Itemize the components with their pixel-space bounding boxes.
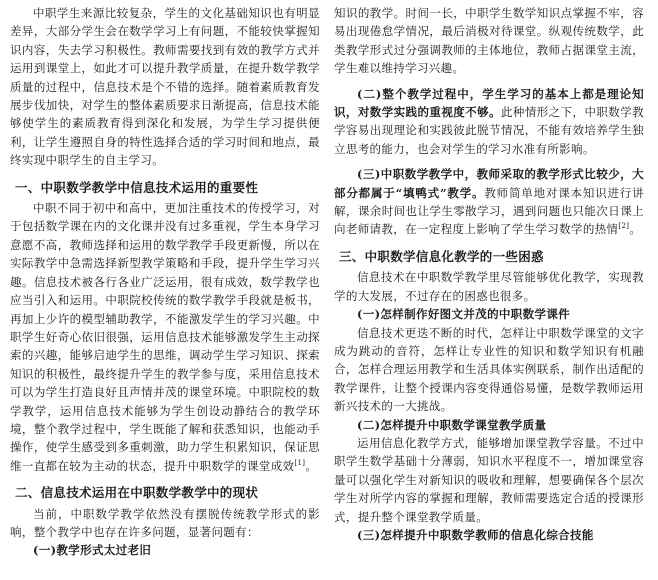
right-paragraph-6: 运用信息化教学方式，能够增加课堂教学容量。不过中职学生数学基础十分薄弱，知识水平程度不一，增加课堂容量可以强化学生对新知识的吸收和理解，想要确保各个层次学生对所学内容的掌握和理解，教师需要选定合适的授课形式，提升整个课堂教学质量。 — [334, 435, 644, 524]
right-paragraph-3-bold: (三)中职数学教学中，教师采取的教学形式比较少，大部分都属于“填鸭式”教学。 — [334, 167, 644, 200]
subheading-courseware: (一)怎样制作好图文并茂的中职数学课件 — [357, 307, 571, 322]
right-paragraph-2 — [334, 85, 644, 159]
subheading-teaching-quality: (二)怎样提升中职数学课堂教学质量 — [357, 417, 547, 432]
section-heading-1: 一、中职数学教学中信息技术运用的重要性 — [15, 179, 259, 195]
left-paragraph-3: 当前，中职数学教学依然没有摆脱传统教学形式的影响，整个教学中也存在许多问题，显著问题有： — [10, 506, 320, 539]
citation-2: [2] — [618, 222, 630, 231]
left-column — [10, 4, 320, 580]
left-paragraph-1: 中职学生来源比较复杂，学生的文化基础知识也有明显差异，大部分学生会在数学学习上有问题，不能较快掌握知识内容，失去学习积极性。教师需要找到有效的教学方式并运用到课堂上，如此才可以提升教学质量，在提升数学教学质量的过程中，信息技术是个不错的选择。随着素质教育发展步伐加快，对学生的整体素质要求日渐提高，信息技术能够使学生的素质教育得到深化和发展，为学生学习提供便利，让学生遵照自身的特性选择合适的学习时间和地点，最终实现中职学生的自主学习。 — [10, 6, 320, 168]
right-paragraph-3 — [334, 165, 644, 239]
right-paragraph-1: 知识的教学。时间一长，中职学生数学知识点掌握不牢，容易出现倦怠学情况，最后消极对待课堂。纵观传统数学，此类教学形式过分强调教师的主体地位，教师占据课堂主流，学生难以维持学习兴趣。 — [334, 6, 644, 76]
left-paragraph-2 — [10, 199, 320, 475]
right-column — [334, 4, 644, 580]
right-paragraph-5: 信息技术更迭不断的时代，怎样让中职数学课堂的文字成为跳动的音符，怎样让专业性的知识和数学知识有机融合，怎样合理运用教学和生活具体实例联系，制作出适配的教学课件，让整个授课内容变得通俗易懂，是数学教师运用新兴技术的一大挑战。 — [334, 325, 644, 414]
subheading-old-teaching-forms: (一)教学形式太过老旧 — [33, 543, 152, 558]
right-paragraph-4: 信息技术在中职数学教学里尽管能够优化教学，实现教学的大发展，不过存在的困惑也很多。 — [334, 270, 644, 303]
section-heading-2: 二、信息技术运用在中职数学教学中的现状 — [15, 485, 259, 501]
subheading-teacher-skills: (三)怎样提升中职数学教师的信息化综合技能 — [357, 527, 594, 542]
right-paragraph-2-rest: 此种情形之下，中职数学教学容易出现理论和实践彼此脱节情况，不能有效培养学生独立思考的能力，也会对学生的学习水准有所影响。 — [334, 105, 644, 156]
right-paragraph-2-bold: (二)整个教学过程中，学生学习的基本上都是理论知识，对数学实践的重视度不够。 — [334, 86, 644, 120]
left-paragraph-2-text: 中职不同于初中和高中，更加注重技术的传授学习，对于包括数学课在内的文化课并没有过多重视，学生本身学习意愿不高，教师选择和运用的数学教学手段更新慢，所以在实际教学中急需选择新型教学策略和手段，提升学生学习兴趣。信息技术被各行各业广泛运用，很有成效，数学教学也应当引入和运用。中职院校传统的数学教学手段就是板书，再加上少许的模型辅助教学，不能激发学生的学习兴趣。中职学生好奇心依旧很强，运用信息技术能够激发学生主动探索的兴趣，能够启迪学生的思维，调动学生学习知识、探索知识的积极性，最终提升学生的教学参与度，采用信息技术可以为学生打造良好且声情并茂的课堂环境。中职院校的数学教学，运用信息技术能够为学生创设动静结合的教学环境，整个教学过程中，学生既能了解和获悉知识，也能动手操作，使学生感受到多重刺激，助力学生积累知识，保证思维一直都在较为主动的状态，提升中职数学的课堂成效 — [10, 201, 320, 473]
right-paragraph-3-text: 教师简单地对课本知识进行讲解，课余时间也让学生零散学习，遇到问题也只能次日课上向老师请教，在一定程度上影响了学生学习数学的热情 — [334, 185, 644, 237]
left-paragraph-2-end: 。 — [305, 458, 318, 473]
citation-1: [1] — [294, 458, 306, 467]
section-heading-3: 三、中职数学信息化教学的一些困惑 — [339, 248, 544, 264]
right-paragraph-3-end: 。 — [629, 222, 642, 237]
